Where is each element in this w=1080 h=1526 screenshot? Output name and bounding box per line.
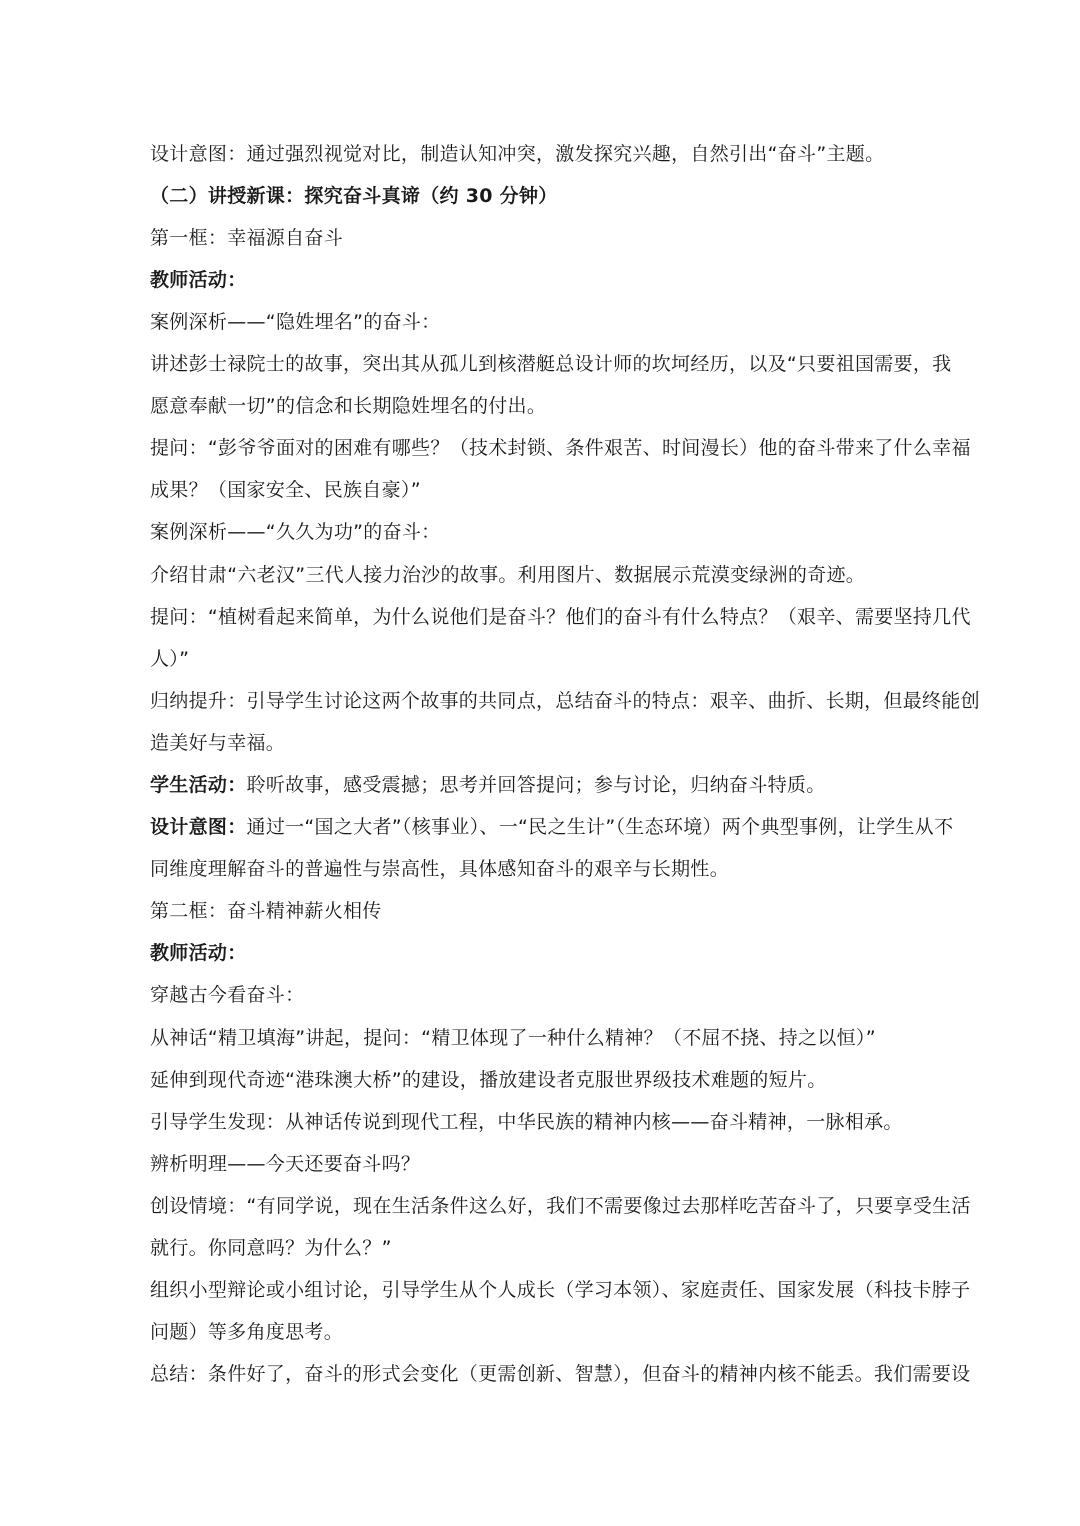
design-intent-label: 设计意图： (150, 816, 247, 838)
subsection-title-2: 第二框：奋斗精神薪火相传 (150, 900, 382, 922)
paragraph-line: 案例深析——“隐姓埋名”的奋斗： (150, 311, 441, 333)
paragraph-line: 创设情境：“有同学说，现在生活条件这么好，我们不需要像过去那样吃苦奋斗了，只要享受生活 (150, 1195, 971, 1217)
paragraph-line: 总结：条件好了，奋斗的形式会变化（更需创新、智慧），但奋斗的精神内核不能丢。我们需要设 (150, 1363, 971, 1385)
paragraph-line: 提问：“植树看起来简单，为什么说他们是奋斗？他们的奋斗有什么特点？（艰辛、需要坚持几代 (150, 606, 971, 628)
section-heading: （二）讲授新课：探究奋斗真谛（约 30 分钟） (150, 185, 558, 207)
paragraph-line: 穿越古今看奋斗： (150, 984, 305, 1006)
paragraph-line: 人）” (150, 648, 190, 670)
paragraph-line: 问题）等多角度思考。 (150, 1321, 344, 1343)
paragraph-line: 归纳提升：引导学生讨论这两个故事的共同点，总结奋斗的特点：艰辛、曲折、长期，但最终能创 (150, 690, 980, 712)
paragraph-line: 成果？（国家安全、民族自豪）” (150, 479, 421, 501)
paragraph-line: 提问：“彭爷爷面对的困难有哪些？（技术封锁、条件艰苦、时间漫长）他的奋斗带来了什么幸福 (150, 437, 971, 459)
paragraph-line: 引导学生发现：从神话传说到现代工程，中华民族的精神内核——奋斗精神，一脉相承。 (150, 1111, 903, 1133)
student-activity-line (150, 773, 940, 797)
student-activity-text: 聆听故事，感受震撼；思考并回答提问；参与讨论，归纳奋斗特质。 (246, 774, 826, 796)
design-intent-line-2 (150, 815, 954, 839)
design-intent-text: 通过一“国之大者”（核事业）、一“民之生计”（生态环境）两个典型事例，让学生从不 (246, 816, 954, 838)
paragraph-line: 案例深析——“久久为功”的奋斗： (150, 521, 441, 543)
teacher-activity-heading: 教师活动： (150, 269, 247, 291)
paragraph-line: 延伸到现代奇迹“港珠澳大桥”的建设，播放建设者克服世界级技术难题的短片。 (150, 1069, 827, 1091)
paragraph-line: 从神话“精卫填海”讲起，提问：“精卫体现了一种什么精神？（不屈不挠、持之以恒）” (150, 1027, 876, 1049)
paragraph-line: 造美好与幸福。 (150, 732, 286, 754)
paragraph-line: 愿意奉献一切”的信念和长期隐姓埋名的付出。 (150, 395, 547, 417)
paragraph-line: 组织小型辩论或小组讨论，引导学生从个人成长（学习本领）、家庭责任、国家发展（科技卡脖子 (150, 1279, 971, 1301)
paragraph-line: 辨析明理——今天还要奋斗吗？ (150, 1153, 421, 1175)
subsection-title-1: 第一框：幸福源自奋斗 (150, 227, 344, 249)
teacher-activity-heading: 教师活动： (150, 942, 247, 964)
design-intent-line: 设计意图：通过强烈视觉对比，制造认知冲突，激发探究兴趣，自然引出“奋斗”主题。 (150, 143, 885, 165)
paragraph-line: 就行。你同意吗？为什么？” (150, 1237, 392, 1259)
paragraph-line: 介绍甘肃“六老汉”三代人接力治沙的故事。利用图片、数据展示荒漠变绿洲的奇迹。 (150, 564, 866, 586)
paragraph-line: 同维度理解奋斗的普遍性与崇高性，具体感知奋斗的艰辛与长期性。 (150, 858, 730, 880)
paragraph-line: 讲述彭士禄院士的故事，突出其从孤儿到核潜艇总设计师的坎坷经历，以及“只要祖国需要，我 (150, 353, 952, 375)
student-activity-label: 学生活动： (150, 774, 247, 796)
